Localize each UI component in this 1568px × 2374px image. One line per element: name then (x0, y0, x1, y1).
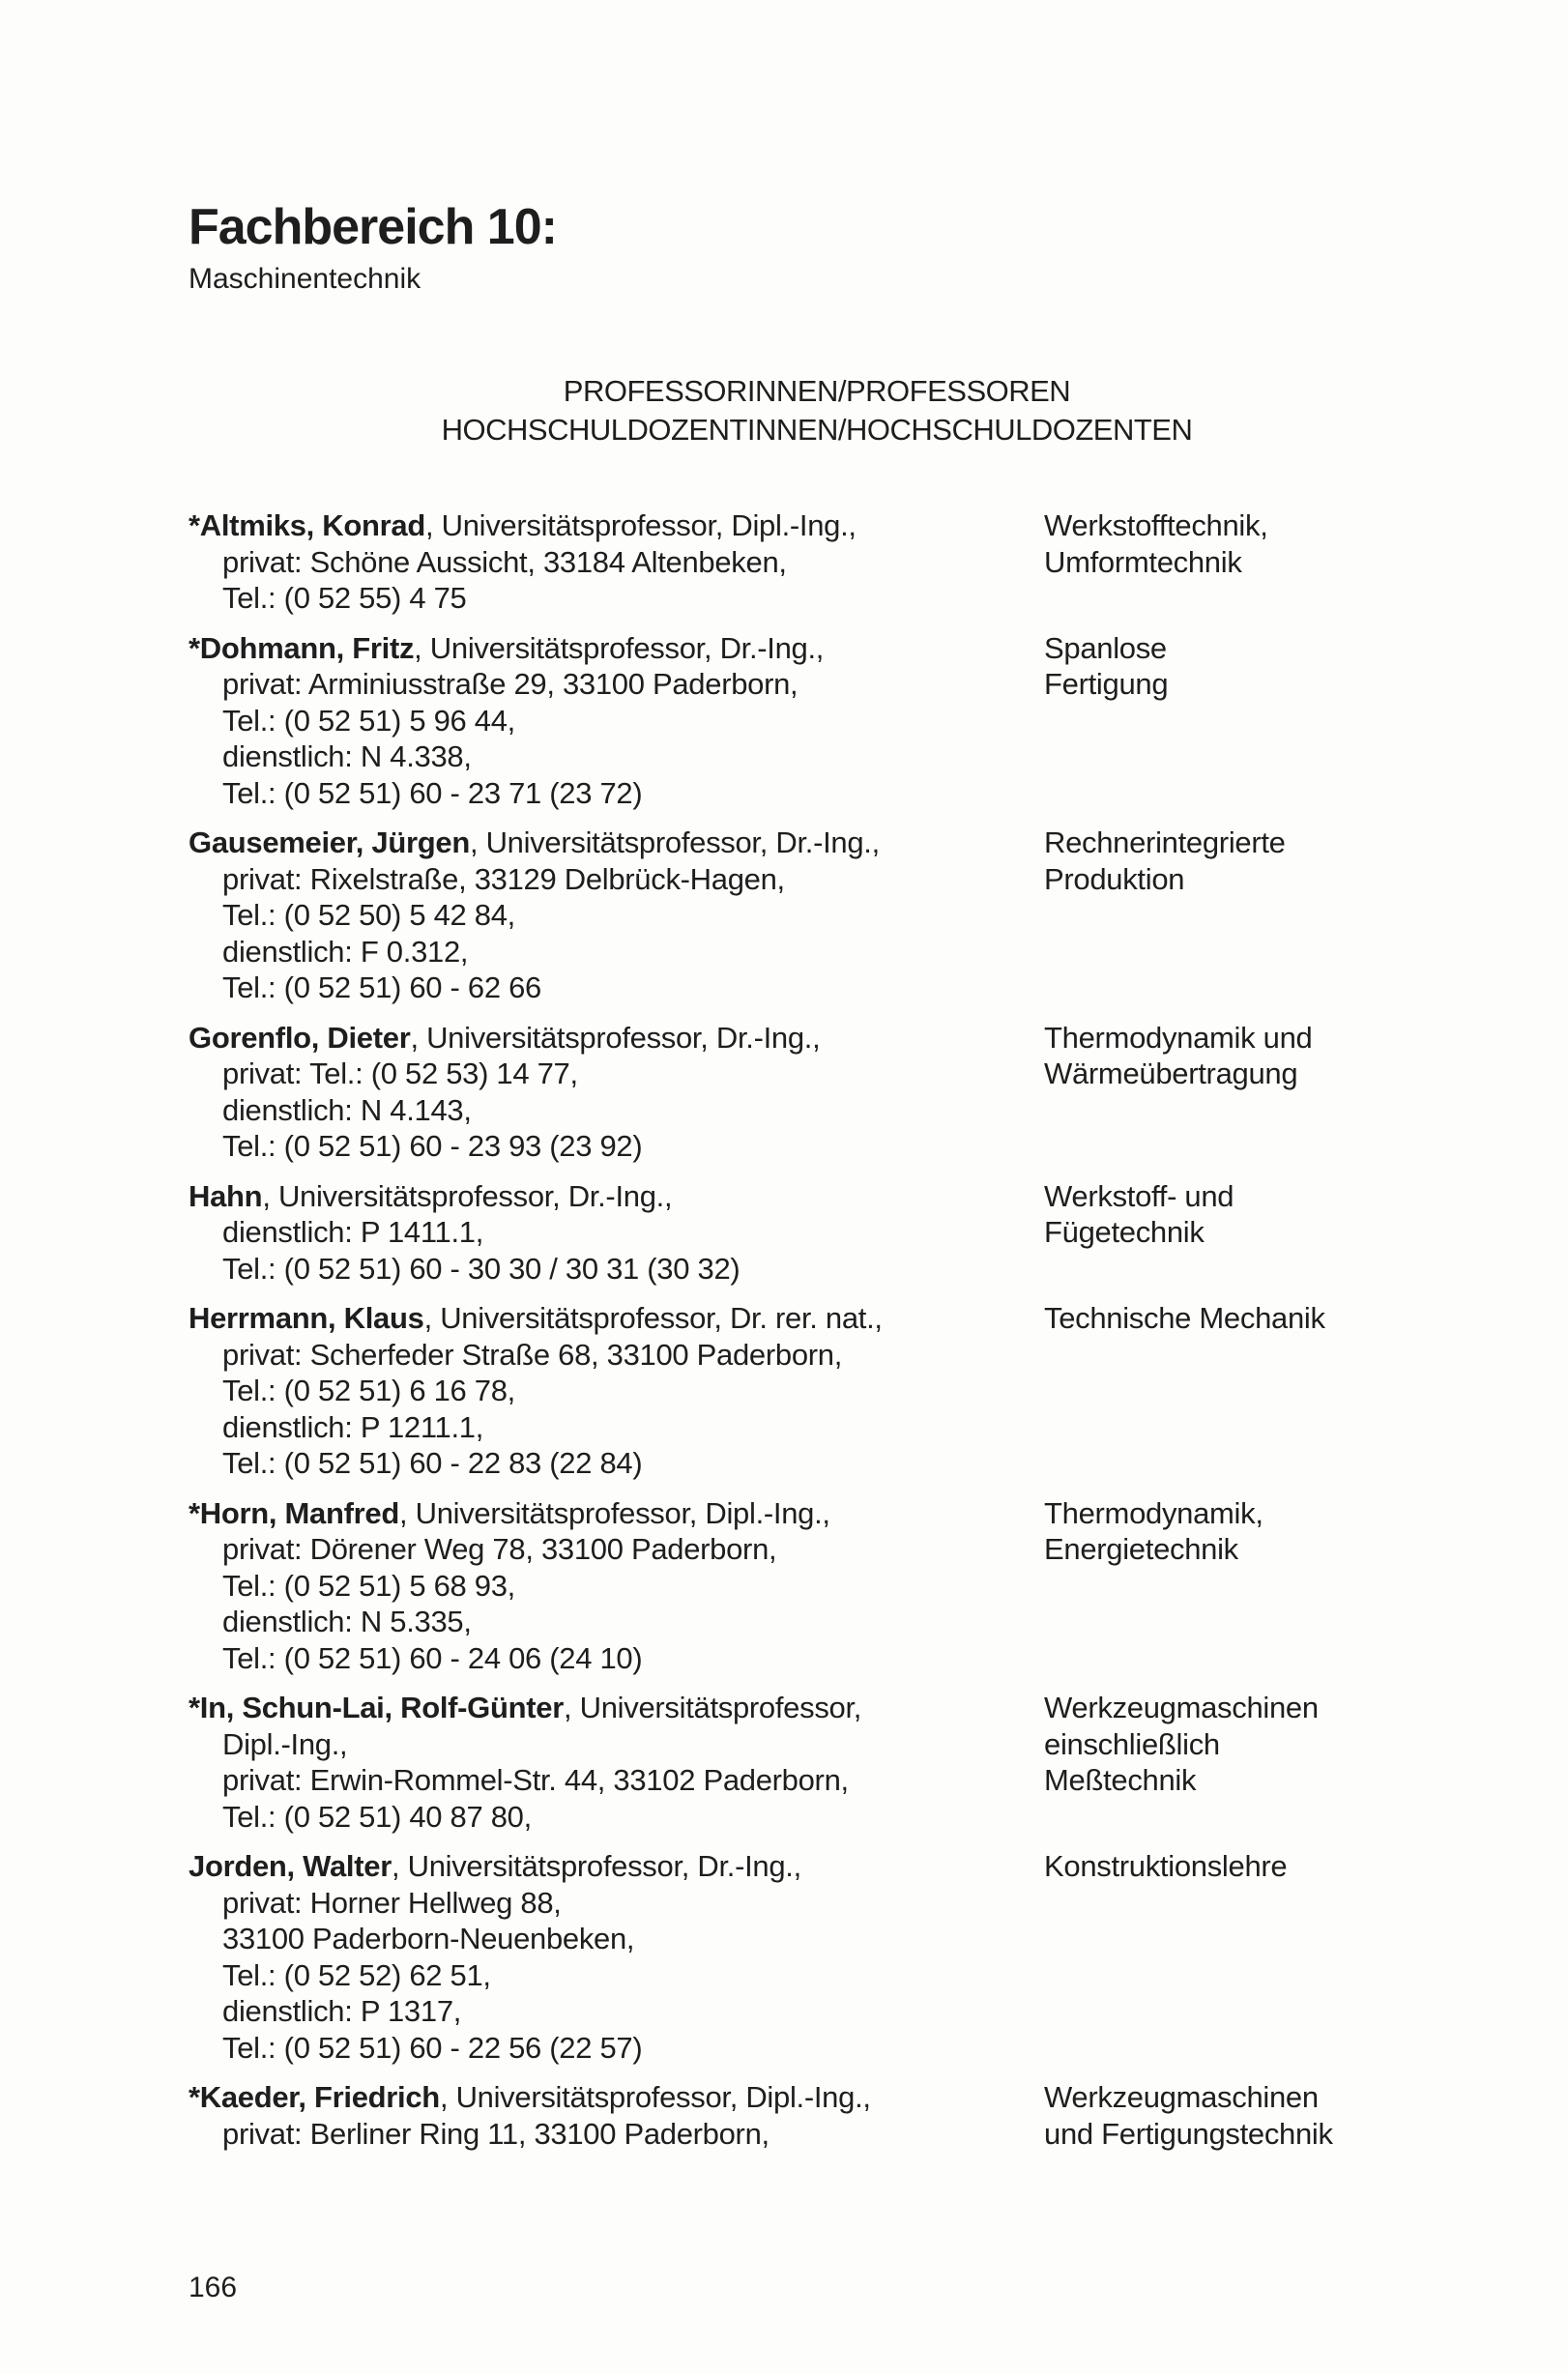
staff-entry (189, 1020, 1445, 1165)
staff-name: Jorden, Walter (189, 1849, 392, 1883)
staff-field-line: Rechnerintegrierte (1044, 825, 1286, 859)
section-heading-line: PROFESSORINNEN/PROFESSOREN (563, 374, 1071, 408)
staff-name-line (189, 1178, 1044, 1215)
staff-details (189, 1300, 1044, 1482)
staff-name: Dohmann, Fritz (199, 630, 415, 665)
staff-name-line (189, 630, 1044, 667)
staff-contact-line: Tel.: (0 52 55) 4 75 (222, 581, 467, 615)
staff-field-line: Thermodynamik, (1044, 1495, 1263, 1530)
staff-name: Gausemeier, Jürgen (189, 825, 470, 859)
staff-contact-line: Tel.: (0 52 50) 5 42 84, (222, 898, 515, 932)
staff-title: , Universitätsprofessor, Dr. rer. nat., (423, 1301, 883, 1335)
staff-name-line (189, 825, 1044, 861)
staff-prefix: * (189, 2080, 200, 2114)
staff-name-line (189, 1020, 1044, 1057)
staff-prefix: * (189, 630, 200, 665)
staff-field (1044, 825, 1431, 1006)
staff-contact-line: Tel.: (0 52 51) 60 - 24 06 (24 10) (222, 1640, 643, 1675)
staff-details (189, 1848, 1044, 2066)
staff-field-line: Werkstofftechnik, (1044, 508, 1268, 542)
staff-contact-line: privat: Berliner Ring 11, 33100 Paderborn, (222, 2116, 769, 2151)
staff-entry (189, 507, 1445, 617)
staff-field-line: Wärmeübertragung (1044, 1057, 1298, 1090)
staff-contact-line: Dipl.-Ing., (222, 1726, 348, 1761)
staff-contact-line: Tel.: (0 52 51) 60 - 30 30 / 30 31 (30 32) (222, 1251, 740, 1286)
staff-field (1044, 630, 1431, 812)
staff-field (1044, 1848, 1431, 2066)
section-heading-line: HOCHSCHULDOZENTINNEN/HOCHSCHULDOZENTEN (441, 413, 1193, 447)
staff-field (1044, 507, 1431, 617)
staff-name: Altmiks, Konrad (199, 508, 425, 542)
staff-contact-line: Tel.: (0 52 51) 6 16 78, (222, 1374, 515, 1407)
staff-contact-line: Tel.: (0 52 52) 62 51, (222, 1957, 491, 1992)
staff-field (1044, 1020, 1431, 1165)
staff-contact-line: dienstlich: P 1211.1, (222, 1409, 484, 1444)
staff-field-line: einschließlich (1044, 1726, 1220, 1761)
staff-prefix: * (189, 1495, 200, 1530)
staff-contact-line: privat: Scherfeder Straße 68, 33100 Paderborn, (222, 1337, 843, 1372)
staff-field-line: Fertigung (1044, 667, 1169, 701)
staff-contact-line: privat: Tel.: (0 52 53) 14 77, (222, 1057, 578, 1090)
staff-entry (189, 2079, 1445, 2152)
staff-contact-line: dienstlich: P 1411.1, (222, 1215, 484, 1249)
staff-details (189, 825, 1044, 1006)
staff-details (189, 630, 1044, 812)
staff-title: , Universitätsprofessor, Dipl.-Ing., (439, 2080, 871, 2114)
staff-field-line: Energietechnik (1044, 1532, 1238, 1566)
staff-contact-line: privat: Rixelstraße, 33129 Delbrück-Hagen, (222, 861, 785, 896)
staff-contact-line: privat: Horner Hellweg 88, (222, 1885, 562, 1920)
staff-contact-line: Tel.: (0 52 51) 5 68 93, (222, 1568, 515, 1603)
staff-field (1044, 1495, 1431, 1677)
staff-title: , Universitätsprofessor, Dipl.-Ing., (398, 1495, 830, 1530)
staff-details (189, 2079, 1044, 2152)
staff-name: Kaeder, Friedrich (199, 2080, 440, 2114)
staff-contact-line: Tel.: (0 52 51) 60 - 62 66 (222, 970, 541, 1004)
staff-details (189, 1495, 1044, 1677)
staff-entry (189, 1300, 1445, 1482)
staff-field-line: Produktion (1044, 861, 1185, 896)
staff-title: , Universitätsprofessor, Dr.-Ing., (410, 1020, 821, 1055)
page-number: 166 (189, 2272, 238, 2303)
staff-field-line: Werkzeugmaschinen (1044, 1691, 1319, 1724)
staff-name: In, Schun-Lai, Rolf-Günter (199, 1691, 564, 1724)
staff-field (1044, 1300, 1431, 1482)
staff-field-line: Technische Mechanik (1044, 1301, 1325, 1335)
staff-prefix: * (189, 508, 200, 542)
staff-field (1044, 1690, 1431, 1835)
staff-contact-line: Tel.: (0 52 51) 60 - 23 71 (23 72) (222, 775, 643, 810)
staff-details (189, 1690, 1044, 1835)
staff-contact-line: Tel.: (0 52 51) 60 - 22 83 (22 84) (222, 1446, 643, 1480)
staff-contact-line: dienstlich: F 0.312, (222, 934, 469, 969)
staff-details (189, 507, 1044, 617)
staff-title: , Universitätsprofessor, Dipl.-Ing., (424, 508, 857, 542)
staff-field-line: Werkstoff- und (1044, 1178, 1234, 1213)
staff-name: Hahn (189, 1178, 263, 1213)
staff-contact-line: Tel.: (0 52 51) 60 - 22 56 (22 57) (222, 2030, 643, 2065)
staff-name-line (189, 1848, 1044, 1885)
staff-contact-line: privat: Schöne Aussicht, 33184 Altenbeken, (222, 544, 787, 579)
staff-contact-line: Tel.: (0 52 51) 60 - 23 93 (23 92) (222, 1129, 643, 1163)
staff-contact-line: dienstlich: N 5.335, (222, 1605, 472, 1638)
page-subtitle: Maschinentechnik (189, 263, 421, 295)
staff-field (1044, 1178, 1431, 1288)
staff-entry (189, 1178, 1445, 1288)
staff-contact-line: dienstlich: N 4.143, (222, 1092, 472, 1127)
staff-contact-line: privat: Dörener Weg 78, 33100 Paderborn, (222, 1532, 777, 1566)
staff-name-line (189, 1690, 1044, 1726)
staff-list (189, 507, 1445, 2165)
staff-details (189, 1020, 1044, 1165)
staff-title: , Universitätsprofessor, (564, 1691, 862, 1724)
staff-contact-line: 33100 Paderborn-Neuenbeken, (222, 1922, 635, 1955)
staff-name-line (189, 1495, 1044, 1532)
staff-field-line: Thermodynamik und (1044, 1020, 1313, 1055)
staff-title: , Universitätsprofessor, Dr.-Ing., (391, 1849, 801, 1883)
staff-title: , Universitätsprofessor, Dr.-Ing., (469, 825, 880, 859)
staff-contact-line: Tel.: (0 52 51) 40 87 80, (222, 1799, 532, 1834)
staff-title: , Universitätsprofessor, Dr.-Ing., (262, 1178, 673, 1213)
staff-entry (189, 630, 1445, 812)
staff-entry (189, 1690, 1445, 1835)
staff-entry (189, 1495, 1445, 1677)
staff-contact-line: privat: Erwin-Rommel-Str. 44, 33102 Paderborn, (222, 1763, 849, 1797)
staff-contact-line: dienstlich: N 4.338, (222, 739, 472, 773)
staff-name: Herrmann, Klaus (189, 1301, 424, 1335)
staff-field-line: Spanlose (1044, 630, 1167, 665)
page-title: Fachbereich 10: (189, 199, 557, 255)
staff-field-line: Meßtechnik (1044, 1763, 1197, 1797)
staff-field-line: Konstruktionslehre (1044, 1849, 1288, 1883)
staff-contact-line: dienstlich: P 1317, (222, 1994, 462, 2028)
staff-details (189, 1178, 1044, 1288)
staff-field (1044, 2079, 1431, 2152)
staff-field-line: Umformtechnik (1044, 544, 1242, 579)
staff-prefix: * (189, 1691, 200, 1724)
staff-entry (189, 825, 1445, 1006)
staff-name-line (189, 2079, 1044, 2116)
staff-field-line: Werkzeugmaschinen (1044, 2080, 1319, 2114)
staff-contact-line: privat: Arminiusstraße 29, 33100 Paderborn, (222, 667, 799, 701)
staff-contact-line: Tel.: (0 52 51) 5 96 44, (222, 703, 515, 738)
staff-name: Horn, Manfred (199, 1495, 399, 1530)
staff-name-line (189, 507, 1044, 544)
section-heading (0, 372, 1568, 449)
staff-field-line: und Fertigungstechnik (1044, 2116, 1333, 2151)
staff-name: Gorenflo, Dieter (189, 1020, 411, 1055)
staff-entry (189, 1848, 1445, 2066)
staff-field-line: Fügetechnik (1044, 1215, 1205, 1249)
staff-name-line (189, 1300, 1044, 1337)
staff-title: , Universitätsprofessor, Dr.-Ing., (414, 630, 825, 665)
